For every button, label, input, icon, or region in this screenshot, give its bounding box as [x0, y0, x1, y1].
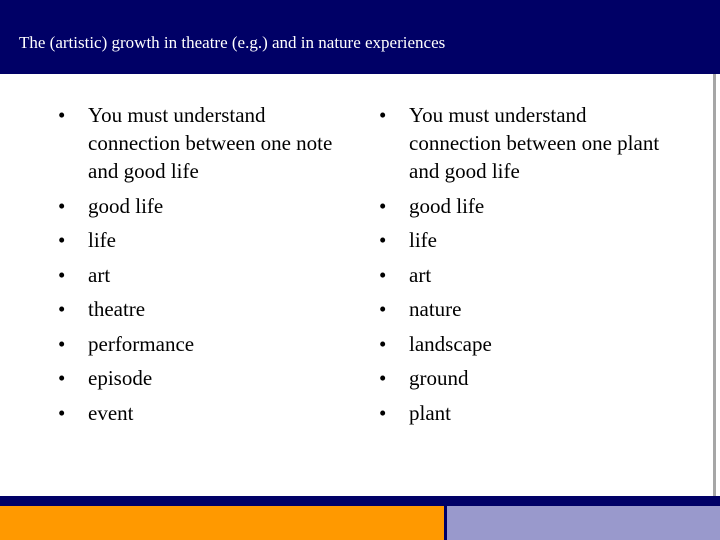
footer-bar-lavender [444, 506, 720, 540]
list-item: • nature [379, 295, 669, 323]
list-item: • life [379, 226, 669, 254]
list-item: • ground [379, 364, 669, 392]
list-item: • event [58, 399, 338, 427]
footer-bar-orange [0, 506, 444, 540]
list-item: • plant [379, 399, 669, 427]
list-item: • art [379, 261, 669, 289]
left-bullet-list [58, 101, 338, 427]
list-item: • You must understand connection between one note and good life [58, 101, 338, 185]
list-item: • landscape [379, 330, 669, 358]
footer-divider [0, 496, 720, 506]
list-item: • You must understand connection between one plant and good life [379, 101, 669, 185]
slide-title: The (artistic) growth in theatre (e.g.) and in nature experiences [19, 33, 446, 52]
list-item: • life [58, 226, 338, 254]
list-item: • good life [58, 192, 338, 220]
title-bar [0, 0, 720, 74]
right-bullet-list [379, 101, 669, 427]
list-item: • episode [58, 364, 338, 392]
list-item: • performance [58, 330, 338, 358]
list-item: • good life [379, 192, 669, 220]
list-item: • art [58, 261, 338, 289]
list-item: • theatre [58, 295, 338, 323]
